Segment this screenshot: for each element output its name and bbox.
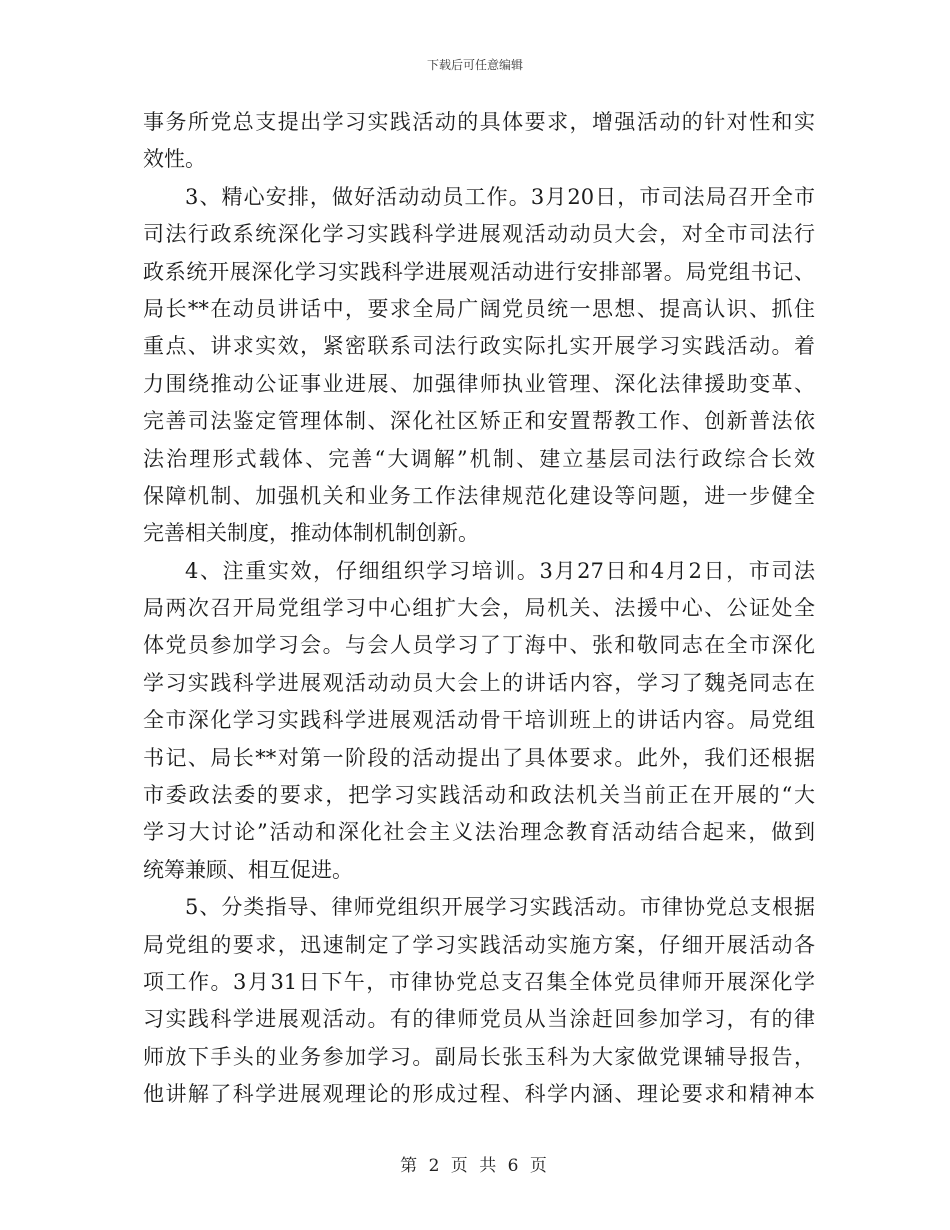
text-line: 4、注重实效，仔细组织学习培训。3月27日和4月2日，市司法	[185, 558, 815, 583]
text-line: 5、分类指导、律师党组织开展学习实践活动。市律协党总支根据	[185, 895, 815, 920]
text-line: 局党组的要求，迅速制定了学习实践活动实施方案，仔细开展活动各	[143, 932, 815, 957]
text-line: 习实践科学进展观活动。有的律师党员从当涂赶回参加学习，有的律	[143, 1007, 815, 1032]
text-line: 事务所党总支提出学习实践活动的具体要求，增强活动的针对性和实	[143, 110, 815, 134]
text-line: 司法行政系统深化学习实践科学进展观活动动员大会，对全市司法行	[143, 222, 815, 247]
text-line: 保障机制、加强机关和业务工作法律规范化建设等问题，进一步健全	[143, 483, 815, 508]
text-line: 体党员参加学习会。与会人员学习了丁海中、张和敬同志在全市深化	[143, 633, 815, 658]
text-line: 学习实践科学进展观活动动员大会上的讲话内容，学习了魏尧同志在	[143, 670, 815, 695]
text-line: 他讲解了科学进展观理论的形成过程、科学内涵、理论要求和精神本	[143, 1082, 815, 1107]
text-line: 学习大讨论”活动和深化社会主义法治理念教育活动结合起来，做到	[143, 820, 815, 845]
text-line: 3、精心安排，做好活动动员工作。3月20日，市司法局召开全市	[185, 184, 815, 209]
text-line: 完善相关制度，推动体制机制创新。	[143, 521, 479, 546]
text-line: 效性。	[143, 147, 206, 172]
text-line: 法治理形式载体、完善“大调解”机制、建立基层司法行政综合长效	[143, 446, 815, 471]
text-line: 统筹兼顾、相互促进。	[143, 857, 353, 882]
text-line: 书记、局长**对第一阶段的活动提出了具体要求。此外，我们还根据	[143, 745, 815, 770]
text-line: 重点、讲求实效，紧密联系司法行政实际扎实开展学习实践活动。着	[143, 334, 815, 359]
text-line: 市委政法委的要求，把学习实践活动和政法机关当前正在开展的“大	[143, 783, 815, 808]
header-note: 下载后可任意编辑	[426, 58, 523, 72]
text-line: 完善司法鉴定管理体制、深化社区矫正和安置帮教工作、创新普法依	[143, 409, 815, 434]
text-line: 师放下手头的业务参加学习。副局长张玉科为大家做党课辅导报告，	[143, 1044, 815, 1069]
text-line: 局两次召开局党组学习中心组扩大会，局机关、法援中心、公证处全	[143, 596, 815, 621]
document-body	[143, 104, 815, 1114]
text-line: 力围绕推动公证事业进展、加强律师执业管理、深化法律援助变革、	[143, 371, 815, 396]
text-line: 政系统开展深化学习实践科学进展观活动进行安排部署。局党组书记、	[143, 259, 815, 284]
text-line: 项工作。3月31日下午，市律协党总支召集全体党员律师开展深化学	[143, 969, 815, 994]
text-line: 局长**在动员讲话中，要求全局广阔党员统一思想、提高认识、抓住	[143, 296, 815, 321]
text-line: 全市深化学习实践科学进展观活动骨干培训班上的讲话内容。局党组	[143, 708, 815, 733]
page-footer: 第 2 页 共 6 页	[400, 1156, 550, 1176]
